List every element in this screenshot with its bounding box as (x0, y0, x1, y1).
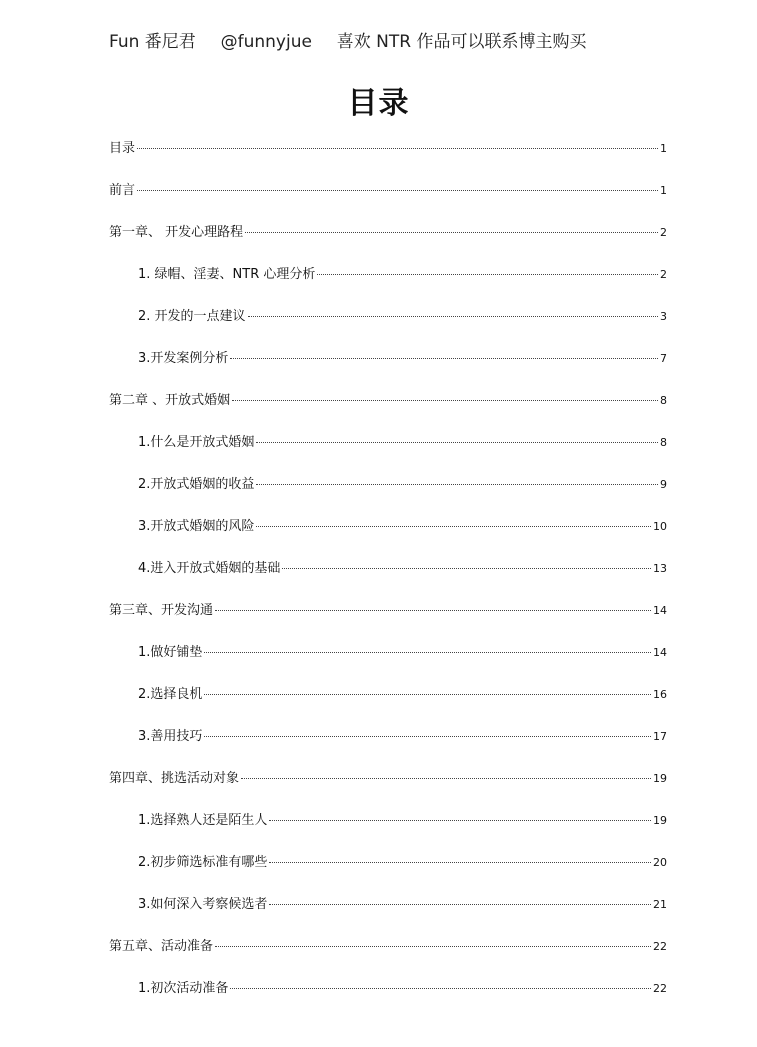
toc-entry-label: 第五章、活动准备 (109, 939, 214, 954)
toc-entry-label: 3.善用技巧 (138, 729, 203, 744)
toc-entry-page: 2 (660, 268, 667, 281)
toc-leader-dots (256, 442, 658, 443)
toc-entry-page: 9 (660, 478, 667, 491)
toc-entry-page: 7 (660, 352, 667, 365)
toc-entry[interactable] (138, 896, 667, 914)
toc-entry-page: 22 (653, 982, 667, 995)
toc-leader-dots (269, 820, 651, 821)
toc-entry[interactable] (138, 560, 667, 578)
toc-entry-label: 目录 (109, 141, 136, 156)
toc-entry-label: 1.什么是开放式婚姻 (138, 435, 255, 450)
toc-entry-page: 17 (653, 730, 667, 743)
toc-entry-page: 10 (653, 520, 667, 533)
toc-leader-dots (137, 148, 658, 149)
toc-entry[interactable] (109, 182, 667, 200)
toc-entry[interactable] (138, 644, 667, 662)
toc-leader-dots (317, 274, 658, 275)
toc-entry-page: 14 (653, 646, 667, 659)
toc-leader-dots (204, 652, 651, 653)
toc-leader-dots (241, 778, 651, 779)
toc-leader-dots (215, 946, 651, 947)
toc-entry-page: 13 (653, 562, 667, 575)
toc-entry[interactable] (109, 140, 667, 158)
toc-entry-page: 21 (653, 898, 667, 911)
toc-entry[interactable] (109, 602, 667, 620)
toc-entry-label: 2. 开发的一点建议 (138, 309, 246, 324)
toc-entry-label: 1.初次活动准备 (138, 981, 229, 996)
toc-leader-dots (269, 904, 651, 905)
toc-entry-label: 3.开放式婚姻的风险 (138, 519, 255, 534)
page-title: 目录 (347, 86, 410, 121)
toc-entry-page: 1 (660, 184, 667, 197)
toc-leader-dots (204, 694, 651, 695)
toc-entry-label: 1.做好铺垫 (138, 645, 203, 660)
toc-entry[interactable] (138, 266, 667, 284)
toc-entry[interactable] (138, 518, 667, 536)
toc-entry-page: 16 (653, 688, 667, 701)
toc-leader-dots (269, 862, 651, 863)
toc-entry-label: 3.开发案例分析 (138, 351, 229, 366)
toc-entry-label: 前言 (109, 183, 136, 198)
toc-entry-page: 2 (660, 226, 667, 239)
toc-entry-page: 19 (653, 814, 667, 827)
toc-leader-dots (215, 610, 651, 611)
toc-entry-label: 4.进入开放式婚姻的基础 (138, 561, 281, 576)
toc-entry-page: 14 (653, 604, 667, 617)
toc-entry-label: 2.开放式婚姻的收益 (138, 477, 255, 492)
toc-entry-label: 第三章、开发沟通 (109, 603, 214, 618)
toc-entry-label: 1.选择熟人还是陌生人 (138, 813, 268, 828)
toc-entry-page: 8 (660, 436, 667, 449)
toc-leader-dots (256, 484, 658, 485)
toc-entry-label: 2.选择良机 (138, 687, 203, 702)
toc-entry[interactable] (138, 350, 667, 368)
toc-entry[interactable] (138, 308, 667, 326)
toc-entry-label: 1. 绿帽、淫妻、NTR 心理分析 (138, 267, 316, 282)
toc-leader-dots (245, 232, 658, 233)
toc-entry[interactable] (138, 686, 667, 704)
toc-entry-page: 22 (653, 940, 667, 953)
page-header (109, 27, 587, 52)
toc-leader-dots (137, 190, 658, 191)
toc-entry[interactable] (138, 434, 667, 452)
toc-leader-dots (248, 316, 658, 317)
toc-entry[interactable] (109, 770, 667, 788)
toc-leader-dots (282, 568, 651, 569)
toc-entry[interactable] (138, 812, 667, 830)
toc-entry-page: 19 (653, 772, 667, 785)
toc-entry-label: 3.如何深入考察候选者 (138, 897, 268, 912)
toc-entry[interactable] (109, 938, 667, 956)
toc-leader-dots (256, 526, 651, 527)
toc-entry[interactable] (109, 224, 667, 242)
toc-entry[interactable] (138, 728, 667, 746)
toc-entry[interactable] (138, 854, 667, 872)
toc-entry-page: 20 (653, 856, 667, 869)
toc-leader-dots (204, 736, 651, 737)
toc-entry-label: 第二章 、开放式婚姻 (109, 393, 231, 408)
toc-leader-dots (230, 988, 651, 989)
toc-entry-label: 第一章、 开发心理路程 (109, 225, 244, 240)
toc-entry[interactable] (138, 476, 667, 494)
toc-leader-dots (230, 358, 658, 359)
header-handle: @funnyjue (220, 32, 312, 52)
toc-leader-dots (232, 400, 658, 401)
toc-entry-page: 3 (660, 310, 667, 323)
toc-entry-label: 第四章、挑选活动对象 (109, 771, 240, 786)
header-author: Fun 番尼君 (109, 32, 196, 52)
header-note: 喜欢 NTR 作品可以联系博主购买 (336, 32, 587, 52)
toc-entry-page: 1 (660, 142, 667, 155)
toc-entry-label: 2.初步筛选标准有哪些 (138, 855, 268, 870)
toc-entry[interactable] (138, 980, 667, 998)
toc-entry[interactable] (109, 392, 667, 410)
toc-entry-page: 8 (660, 394, 667, 407)
